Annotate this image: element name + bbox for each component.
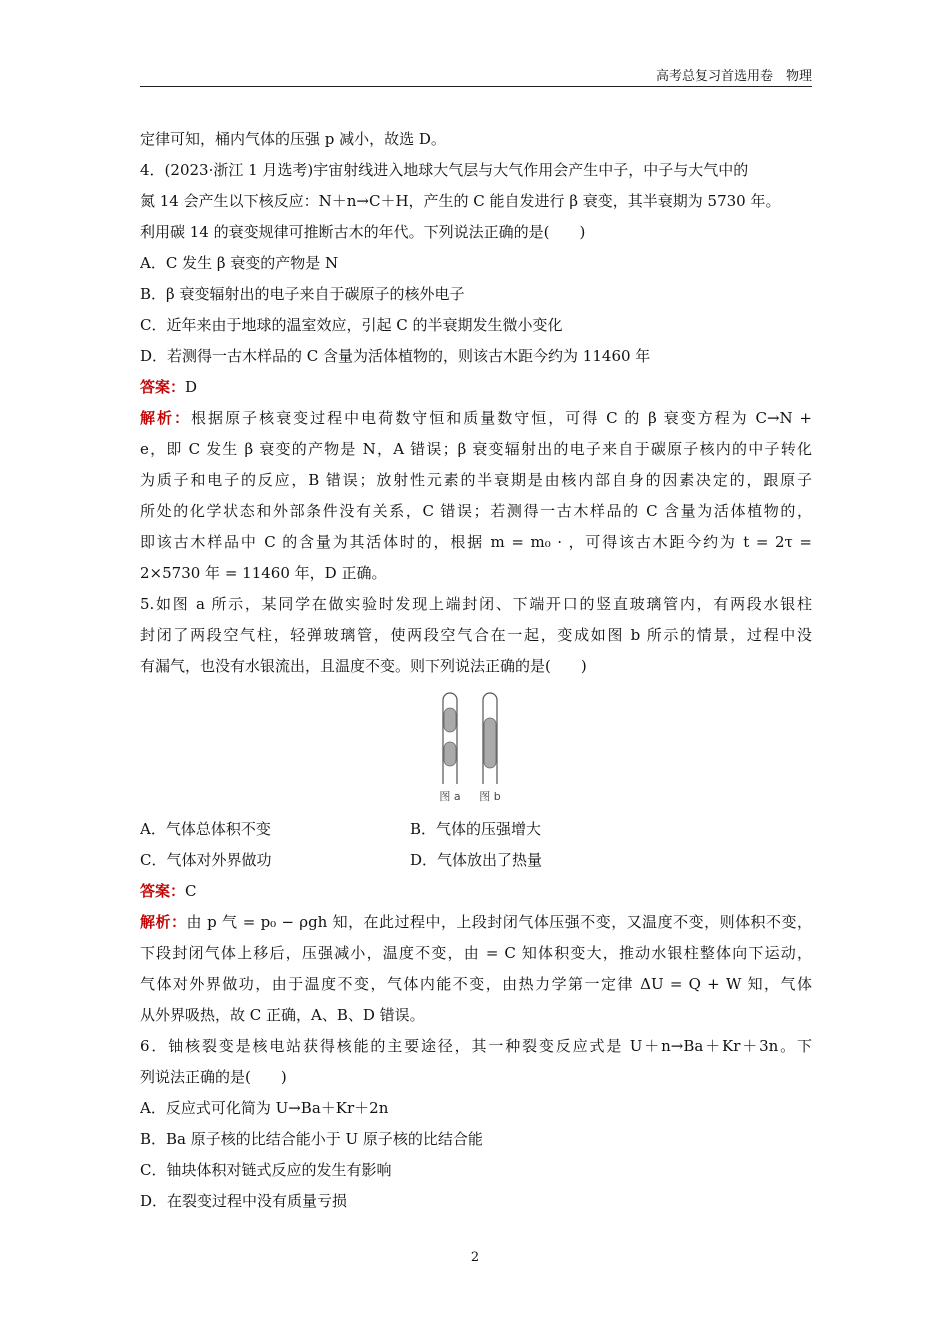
page-content: [140, 124, 812, 1217]
question-5-stem: 5.如图 a 所示，某同学在做实验时发现上端封闭、下端开口的竖直玻璃管内，有两段水银柱: [140, 595, 812, 613]
explanation-text: 从外界吸热，故 C 正确，A、B、D 错误。: [140, 1006, 425, 1024]
explanation-text: 下段封闭气体上移后，压强减小，温度不变，由 = C 知体积变大，推动水银柱整体向下运动，: [140, 944, 812, 962]
explanation-text: 即该古木样品中 C 的含量为其活体时的，根据 m = m₀ · ，可得该古木距今约为 t = 2τ =: [140, 533, 812, 551]
question-4-stem: 氮 14 会产生以下核反应：N＋n→C＋H，产生的 C 能自发进行 β 衰变，其半衰期为 5730 年。: [140, 192, 781, 210]
explanation-text: e，即 C 发生 β 衰变的产物是 N，A 错误；β 衰变辐射出的电子来自于碳原子核内的中子转化: [140, 440, 812, 458]
header-title: 高考总复习首选用卷 物理: [655, 69, 812, 84]
question-5-option-c: C．气体对外界做功: [140, 851, 272, 869]
question-6-stem: 列说法正确的是( ): [140, 1068, 287, 1086]
explanation-text: 气体对外界做功，由于温度不变，气体内能不变，由热力学第一定律 ΔU = Q + W 知，气体: [140, 975, 812, 993]
page-footer: [0, 1250, 950, 1265]
question-5-option-d: D．气体放出了热量: [410, 851, 543, 869]
question-5-stem: 封闭了两段空气柱，轻弹玻璃管，使两段空气合在一起，变成如图 b 所示的情景，过程中没: [140, 626, 812, 644]
question-4-option-a: A．C 发生 β 衰变的产物是 N: [140, 254, 339, 272]
question-4-answer: [140, 372, 812, 403]
question-4-option-c: C．近年来由于地球的温室效应，引起 C 的半衰期发生微小变化: [140, 316, 563, 334]
question-5-options-row: [140, 814, 812, 845]
question-6-option-a: A．反应式可化简为 U→Ba＋Kr＋2n: [140, 1099, 389, 1117]
question-4-option-d: D．若测得一古木样品的 C 含量为活体植物的，则该古木距今约为 11460 年: [140, 347, 651, 365]
question-6-stem: 6．铀核裂变是核电站获得核能的主要途径，其一种裂变反应式是 U＋n→Ba＋Kr＋3n。下: [140, 1037, 812, 1055]
answer-value: C: [185, 882, 197, 900]
explanation-label: 解析：: [140, 409, 192, 427]
tube-b-mercury: [484, 718, 496, 768]
text-line: 定律可知，桶内气体的压强 p 减小，故选 D。: [140, 130, 446, 148]
question-5-stem: 有漏气，也没有水银流出，且温度不变。则下列说法正确的是( ): [140, 657, 587, 675]
tube-a-mercury-lower: [444, 742, 456, 766]
page-header: [140, 70, 812, 87]
explanation-text: 根据原子核衰变过程中电荷数守恒和质量数守恒，可得 C 的 β 衰变方程为 C→N +: [191, 409, 812, 427]
explanation-text: 为质子和电子的反应，B 错误；放射性元素的半衰期是由核内部自身的因素决定的，跟原子: [140, 471, 812, 489]
question-6-option-b: B．Ba 原子核的比结合能小于 U 原子核的比结合能: [140, 1130, 483, 1148]
question-5-option-a: A．气体总体积不变: [140, 820, 271, 838]
tube-figure: [140, 682, 812, 814]
question-5-explanation: [140, 907, 812, 938]
tube-a-outline: [443, 693, 457, 784]
question-4-stem: 利用碳 14 的衰变规律可推断古木的年代。下列说法正确的是( ): [140, 223, 586, 241]
explanation-text: 由 p 气 = p₀ − ρgh 知，在此过程中，上段封闭气体压强不变，又温度不变，则体积不变，: [186, 913, 812, 931]
question-4-stem: 4．(2023·浙江 1 月选考)宇宙射线进入地球大气层与大气作用会产生中子，中子与大气中的: [140, 161, 749, 179]
explanation-text: 所处的化学状态和外部条件没有关系，C 错误；若测得一古木样品的 C 含量为活体植物的，: [140, 502, 812, 520]
question-4-explanation: [140, 403, 812, 434]
page-number: 2: [470, 1250, 480, 1265]
figure-label-a: 图 a: [439, 790, 461, 802]
explanation-text: 2×5730 年 = 11460 年，D 正确。: [140, 564, 387, 582]
explanation-label: 解析：: [140, 913, 187, 931]
question-5-options-row: [140, 845, 812, 876]
answer-label: 答案：: [140, 882, 186, 900]
answer-label: 答案：: [140, 378, 186, 396]
question-4-option-b: B．β 衰变辐射出的电子来自于碳原子的核外电子: [140, 285, 465, 303]
question-6-option-d: D．在裂变过程中没有质量亏损: [140, 1192, 348, 1210]
question-5-option-b: B．气体的压强增大: [410, 820, 542, 838]
question-5-answer: [140, 876, 812, 907]
question-6-option-c: C．铀块体积对链式反应的发生有影响: [140, 1161, 392, 1179]
glass-tubes-diagram: [430, 692, 520, 802]
answer-value: D: [185, 378, 198, 396]
tube-a-mercury-upper: [444, 708, 456, 732]
figure-label-b: 图 b: [479, 790, 501, 802]
